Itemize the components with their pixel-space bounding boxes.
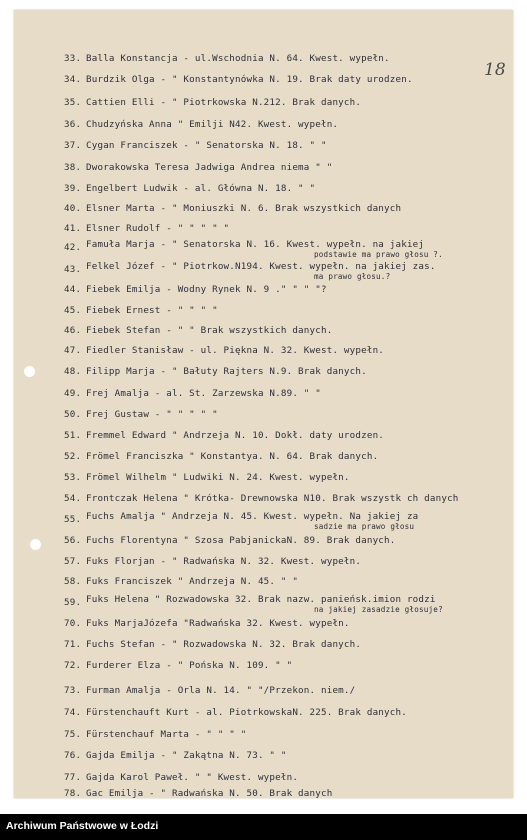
entry-row: [64, 305, 513, 325]
entry-number: 53.: [64, 472, 82, 483]
entry-row: [64, 325, 513, 345]
entry-number: 47.: [64, 345, 82, 356]
entry-number: 58.: [64, 576, 82, 587]
entry-text: Fiebek Emilja - Wodny Rynek N. 9 ." " " "?: [86, 284, 327, 295]
entry-text: Engelbert Ludwik - al. Główna N. 18. " ": [86, 183, 316, 194]
entry-row: [64, 119, 513, 139]
entry-row: [64, 409, 513, 429]
entry-text: Fuks Helena " Rozwadowska 32. Brak nazw. panieńsk.imion rodzi: [86, 594, 436, 605]
entry-number: 43.: [64, 264, 82, 275]
entry-number: 78.: [64, 788, 82, 798]
entry-note: ma prawo głosu.?: [314, 272, 391, 281]
entry-number: 34.: [64, 74, 82, 85]
entry-text: Famuła Marja - " Senatorska N. 16. Kwest. wypełn. na jakiej: [86, 239, 425, 250]
entry-row: [64, 750, 513, 770]
entry-text: Frömel Franciszka " Konstantya. N. 64. Brak danych.: [86, 451, 379, 462]
entry-row: [64, 203, 513, 223]
entry-text: Fürstenchauf Marta - " " " ": [86, 729, 247, 740]
entry-text: Elsner Rudolf - " " " " ": [86, 223, 230, 234]
entry-text: Fiebek Ernest - " " " ": [86, 305, 218, 316]
entry-number: 35.: [64, 97, 82, 108]
entry-text: Cattien Elli - " Piotrkowska N.212. Brak danych.: [86, 97, 362, 108]
entry-text: Fuchs Amalja " Andrzeja N. 45. Kwest. wypełn. Na jakiej za: [86, 511, 419, 522]
entry-text: Gac Emilja - " Radwańska N. 50. Brak danych: [86, 788, 333, 798]
entry-text: Frej Gustaw - " " " " ": [86, 409, 218, 420]
entry-text: Felkel Józef - " Piotrkow.N194. Kwest. wypełn. na jakiej zas.: [86, 261, 436, 272]
entry-number: 48.: [64, 366, 82, 377]
handwritten-page-number: 18: [484, 60, 506, 80]
entry-number: 59.: [64, 597, 82, 608]
archive-footer: [0, 814, 527, 840]
entry-text: Frontczak Helena " Krótka- Drewnowska N10. Brak wszystk ch danych: [86, 493, 459, 504]
entry-number: 46.: [64, 325, 82, 336]
punch-hole: [24, 366, 35, 377]
entry-text: Fürstenchauft Kurt - al. PiotrkowskaN. 225. Brak danych.: [86, 707, 407, 718]
entry-number: 77.: [64, 772, 82, 783]
entry-note: podstawie ma prawo głosu ?.: [314, 250, 443, 259]
entry-number: 75.: [64, 729, 82, 740]
entry-row: [64, 451, 513, 471]
entry-row: [64, 618, 513, 638]
entry-row: [64, 74, 513, 94]
entry-text: Cygan Franciszek - " Senatorska N. 18. " ": [86, 140, 327, 151]
entry-row: [64, 430, 513, 450]
archive-name: Archiwum Państwowe w Łodzi: [6, 820, 159, 832]
entry-number: 74.: [64, 707, 82, 718]
entry-row: [64, 535, 513, 555]
entry-text: Fiebek Stefan - " " Brak wszystkich danych.: [86, 325, 333, 336]
entry-row: [64, 284, 513, 304]
entry-number: 56.: [64, 535, 82, 546]
entry-row: [64, 493, 513, 513]
entry-text: Balla Konstancja - ul.Wschodnia N. 64. Kwest. wypełn.: [86, 53, 390, 64]
entry-row: [64, 97, 513, 117]
entry-number: 72.: [64, 660, 82, 671]
entry-number: 73.: [64, 685, 82, 696]
entry-row: [64, 660, 513, 680]
entry-number: 33.: [64, 53, 82, 64]
entry-number: 41.: [64, 223, 82, 234]
entry-text: Gajda Emilja - " Zakątna N. 73. " ": [86, 750, 287, 761]
entry-number: 36.: [64, 119, 82, 130]
entry-row: [64, 707, 513, 727]
entry-row: [64, 388, 513, 408]
entry-row: [64, 639, 513, 659]
entry-number: 76.: [64, 750, 82, 761]
entry-text: Dworakowska Teresa Jadwiga Andrea niema " ": [86, 162, 333, 173]
entry-number: 55.: [64, 514, 82, 525]
entry-number: 45.: [64, 305, 82, 316]
entry-number: 40.: [64, 203, 82, 214]
entry-row: [64, 366, 513, 386]
entry-row: [64, 345, 513, 365]
entry-row: [64, 239, 513, 262]
entry-row: [64, 53, 513, 73]
entry-text: Elsner Marta - " Moniuszki N. 6. Brak wszystkich danych: [86, 203, 402, 214]
entry-text: Fuchs Stefan - " Rozwadowska N. 32. Brak danych.: [86, 639, 362, 650]
entry-text: Frömel Wilhelm " Ludwiki N. 24. Kwest. wypełn.: [86, 472, 350, 483]
entry-text: Burdzik Olga - " Konstantynówka N. 19. Brak daty urodzen.: [86, 74, 413, 85]
entry-row: [64, 183, 513, 203]
entry-row: [64, 556, 513, 576]
entry-note: na jakiej zasadzie głosuje?: [314, 605, 443, 614]
entry-text: Chudzyńska Anna " Emilji N42. Kwest. wypełn.: [86, 119, 339, 130]
entry-text: Filipp Marja - " Bałuty Rajters N.9. Brak danych.: [86, 366, 367, 377]
entry-row: [64, 594, 513, 617]
entry-text: Fiedler Stanisław - ul. Piękna N. 32. Kwest. wypełn.: [86, 345, 385, 356]
entry-number: 52.: [64, 451, 82, 462]
entry-text: Frej Amalja - al. St. Zarzewska N.89. " ": [86, 388, 321, 399]
entry-row: [64, 472, 513, 492]
entry-number: 44.: [64, 284, 82, 295]
entry-row: [64, 140, 513, 160]
entry-number: 39.: [64, 183, 82, 194]
entry-text: Furderer Elza - " Pońska N. 109. " ": [86, 660, 293, 671]
entry-number: 54.: [64, 493, 82, 504]
entry-number: 49.: [64, 388, 82, 399]
entry-text: Fuks Florjan - " Radwańska N. 32. Kwest. wypełn.: [86, 556, 362, 567]
archival-document-page: [14, 10, 513, 798]
entry-number: 51.: [64, 430, 82, 441]
entry-text: Fuks Franciszek " Andrzeja N. 45. " ": [86, 576, 299, 587]
entry-row: [64, 788, 513, 798]
entry-number: 42.: [64, 242, 82, 253]
entry-text: Fremmel Edward " Andrzeja N. 10. Dokł. daty urodzen.: [86, 430, 385, 441]
entry-row: [64, 729, 513, 749]
entry-number: 71.: [64, 639, 82, 650]
entry-text: Fuks MarjaJózefa "Radwańska 32. Kwest. wypełn.: [86, 618, 350, 629]
entry-row: [64, 162, 513, 182]
entry-text: Furman Amalja - Orla N. 14. " "/Przekon. niem./: [86, 685, 356, 696]
entry-text: Fuchs Florentyna " Szosa PabjanickaN. 89. Brak danych.: [86, 535, 396, 546]
entry-number: 70.: [64, 618, 82, 629]
entry-text: Gajda Karol Paweł. " " Kwest. wypełn.: [86, 772, 299, 783]
entry-number: 37.: [64, 140, 82, 151]
entry-row: [64, 576, 513, 596]
entry-row: [64, 261, 513, 284]
entry-number: 57.: [64, 556, 82, 567]
entry-number: 50.: [64, 409, 82, 420]
entry-row: [64, 685, 513, 705]
entry-row: [64, 511, 513, 534]
entry-number: 38.: [64, 162, 82, 173]
punch-hole: [30, 539, 41, 550]
entry-note: sadzie ma prawo głosu: [314, 522, 415, 531]
